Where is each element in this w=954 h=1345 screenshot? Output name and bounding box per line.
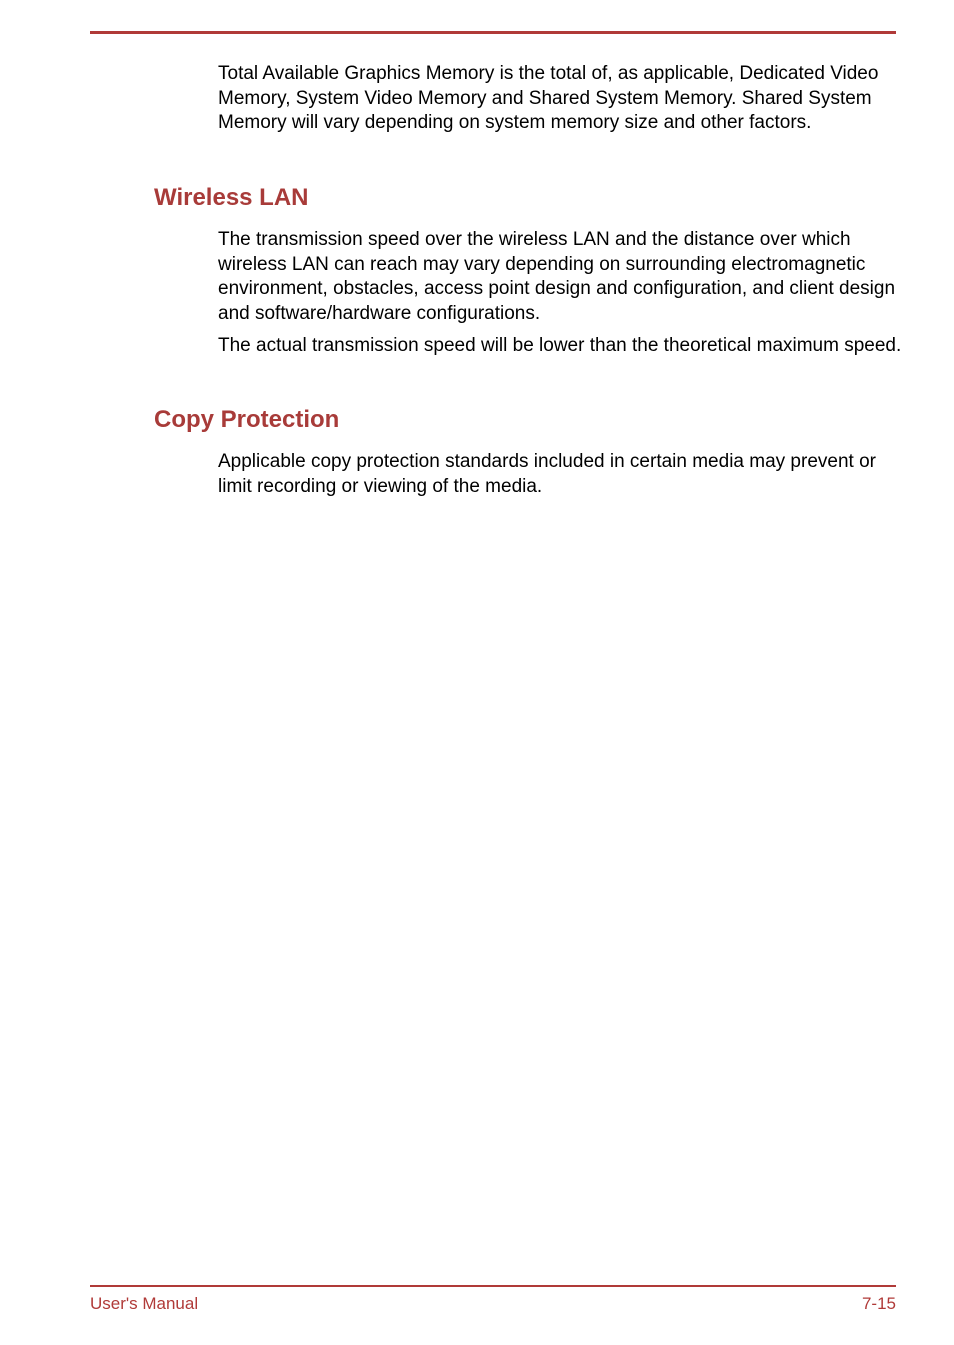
wireless-lan-paragraph-2: The actual transmission speed will be lower than the theoretical maximum speed. [218,335,902,356]
section-heading-wireless-lan: Wireless LAN [154,184,309,211]
footer-page-number: 7-15 [861,1294,896,1313]
header-rule [90,31,896,34]
wireless-lan-paragraph-1: The transmission speed over the wireless LAN and the distance over which wireless LAN can reach may vary depending on surrounding electromagnetic environment, obstacles, access point design and configuration, and client design and software/hardware configurations. [218,229,896,324]
intro-paragraph: Total Available Graphics Memory is the total of, as applicable, Dedicated Video Memory, System Video Memory and Shared System Memory. Shared System Memory will vary depending on system memory size and other factors. [218,63,879,133]
footer-manual-title: User's Manual [90,1294,199,1313]
footer-rule [90,1285,896,1287]
copy-protection-paragraph: Applicable copy protection standards included in certain media may prevent or limit recording or viewing of the media. [218,451,876,497]
section-heading-copy-protection: Copy Protection [154,406,340,433]
